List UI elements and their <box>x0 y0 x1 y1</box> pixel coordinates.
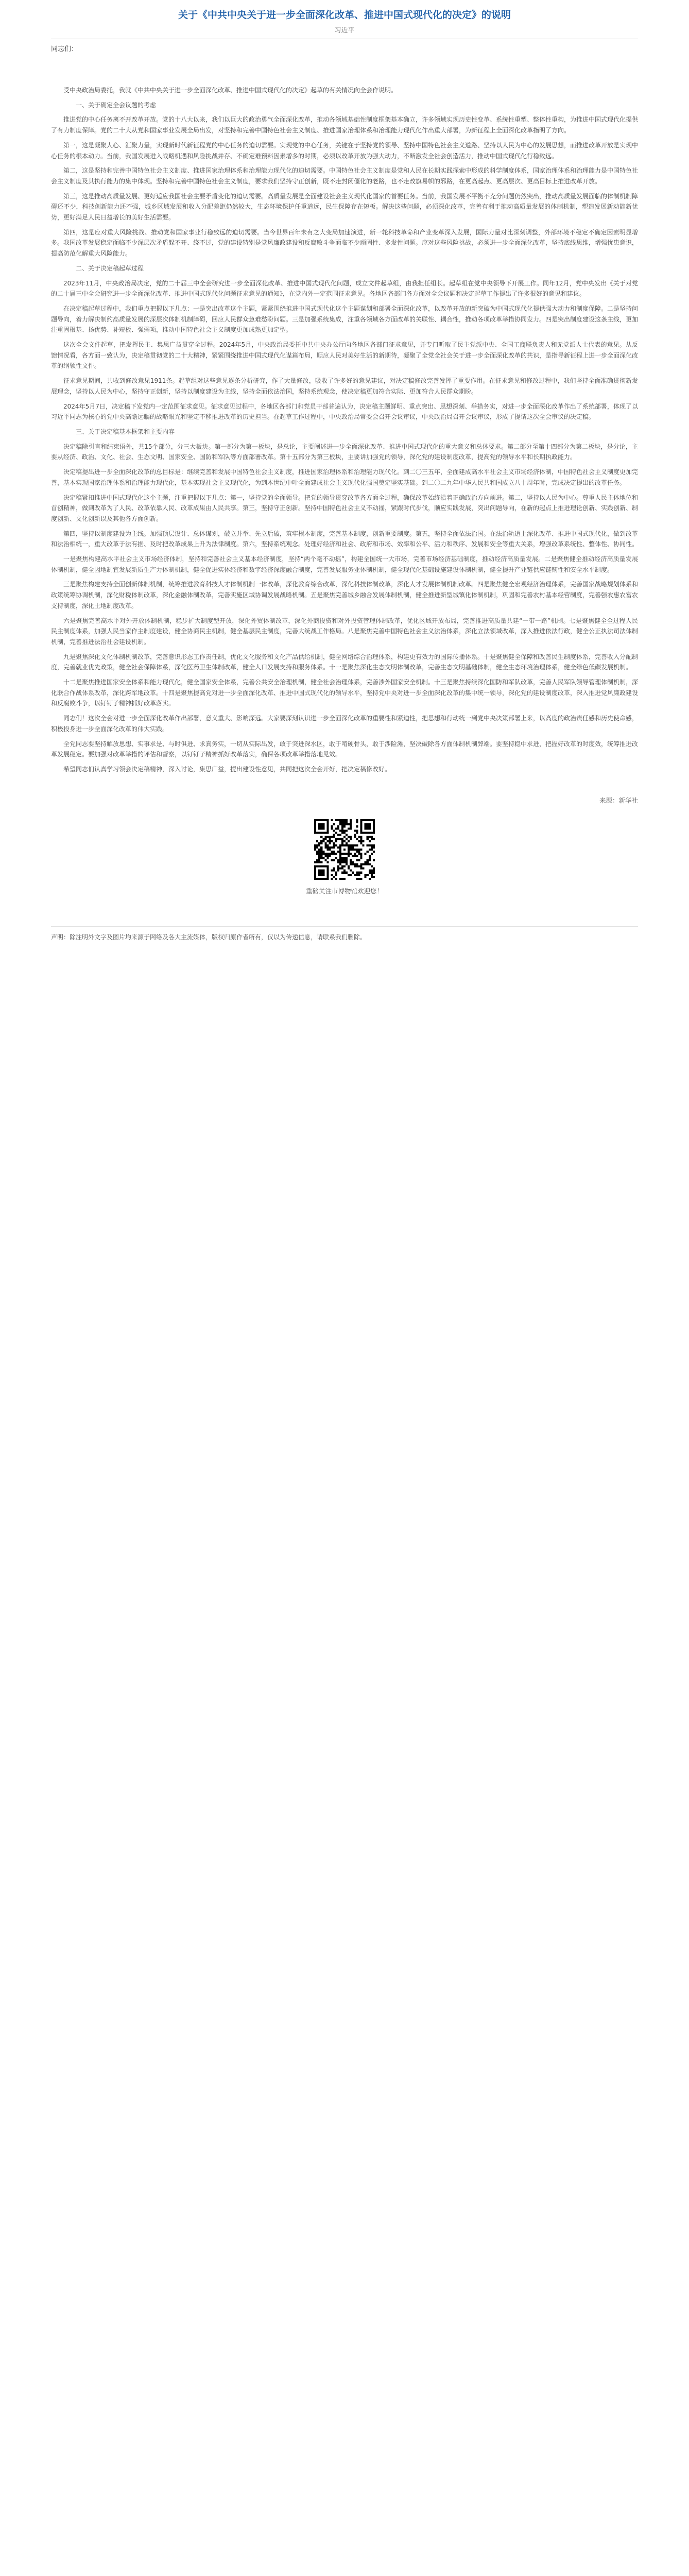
body-paragraph: 2024年5月7日，决定稿下发党内一定范围征求意见。征求意见过程中，各地区各部门和党员干部普遍认为，决定稿主题鲜明、重点突出、思想深刻、举措务实，对进一步全面深化改革作出了系统部署，体现了以习近平同志为核心的党中央高瞻远瞩的战略眼光和坚定不移推进改革的历史担当。在起草工作过程中，中央政治局常委会召开会议审议，中央政治局召开会议审议，形成了提请这次全会审议的决定稿。 <box>51 402 638 421</box>
body-paragraph: 二、关于决定稿起草过程 <box>76 264 144 272</box>
body-paragraph: 推进党的中心任务离不开改革开放。党的十八大以来，我们以巨大的政治勇气全面深化改革，推动各领域基础性制度框架基本确立，许多领域实现历史性变革、系统性重塑、整体性重构，为推进中国式现代化提供了有力制度保障。党的二十大从党和国家事业发展全局出发，对坚持和完善中国特色社会主义制度、推进国家治理体系和治理能力现代化作出重大部署，为新征程上全面深化改革指明了方向。 <box>51 116 639 134</box>
body-paragraph: 征求意见期间，共收到修改意见1911条。起草组对这些意见逐条分析研究，作了大量修改，吸收了许多好的意见建议，对决定稿修改完善发挥了重要作用。在征求意见和修改过程中，我们坚持全面准确贯彻新发展理念，坚持以人民为中心，坚持守正创新，坚持以制度建设为主线，坚持全面依法治国，坚持系统观念，使决定稿更加符合实际、更加符合人民群众期盼。 <box>51 377 638 395</box>
disclaimer: 声明：除注明外文字及图片均来源于网络及各大主流媒体，版权归原作者所有，仅以为传递信息，请联系我们删除。 <box>51 933 367 941</box>
body-paragraph: 2023年11月，中央政治局决定，党的二十届三中全会研究进一步全面深化改革、推进中国式现代化问题，成立文件起草组，由我担任组长。起草组在党中央领导下开展工作。同年12月，党中央发出《关于对党的二十届三中全会研究进一步全面深化改革、推进中国式现代化问题征求意见的通知》，在党内外一定范围征求意见。各地区各部门各方面对全会议题和决定起草工作提出了许多很好的意见和建议。 <box>51 279 638 298</box>
body-paragraph: 同志们！这次全会对进一步全面深化改革作出部署，意义重大、影响深远。大家要深刻认识进一步全面深化改革的重要性和紧迫性，把思想和行动统一到党中央决策部署上来，以高度的政治责任感和历史使命感，积极投身进一步全面深化改革的伟大实践。 <box>51 715 639 733</box>
body-paragraph: 第四，坚持以制度建设为主线。加强顶层设计、总体谋划，破立并举、先立后破，筑牢根本制度，完善基本制度，创新重要制度。第五，坚持全面依法治国。在法治轨道上深化改革、推进中国式现代化，做到改革和法治相统一，重大改革于法有据、及时把改革成果上升为法律制度。第六，坚持系统观念。处理好经济和社会、政府和市场、效率和公平、活力和秩序、发展和安全等重大关系，增强改革系统性、整体性、协同性。 <box>51 530 639 548</box>
body-paragraph: 一、关于确定全会议题的考虑 <box>76 101 157 109</box>
body-paragraph: 第二，这是坚持和完善中国特色社会主义制度、推进国家治理体系和治理能力现代化的迫切需要。中国特色社会主义制度是党和人民在长期实践探索中形成的科学制度体系，国家治理体系和治理能力是中国特色社会主义制度及其执行能力的集中体现。坚持和完善中国特色社会主义制度，要求我们坚持守正创新，既不走封闭僵化的老路，也不走改旗易帜的邪路，在更高起点、更高层次、更高目标上推进改革开放。 <box>51 167 639 185</box>
body-paragraph: 受中央政治局委托，我就《中共中央关于进一步全面深化改革、推进中国式现代化的决定》起草的有关情况向全会作说明。 <box>63 87 398 94</box>
qr-code-block <box>51 819 638 895</box>
body-paragraph: 这次全会文件起草，把发挥民主、集思广益贯穿全过程。2024年5月，中央政治局委托中共中央办公厅向各地区各部门征求意见，并专门听取了民主党派中央、全国工商联负责人和无党派人士代表的意见。从反馈情况看，各方面一致认为，决定稿贯彻党的二十大精神，紧紧围绕推进中国式现代化谋篇布局，顺应人民对美好生活的新期待，凝聚了全党全社会关于进一步全面深化改革的共识，是指导新征程上进一步全面深化改革的纲领性文件。 <box>51 341 639 370</box>
body-paragraph: 决定稿除引言和结束语外，共15个部分，分三大板块。第一部分为第一板块，是总论，主要阐述进一步全面深化改革、推进中国式现代化的重大意义和总体要求。第二部分至第十四部分为第二板块，是分论，主要从经济、政治、文化、社会、生态文明、国家安全、国防和军队等方面部署改革。第十五部分为第三板块，主要讲加强党的领导，深化党的建设制度改革，提高党的领导水平和长期执政能力。 <box>51 443 638 461</box>
body-paragraph: 全党同志要坚持解放思想、实事求是、与时俱进、求真务实，一切从实际出发，敢于突进深水区，敢于啃硬骨头，敢于涉险滩，坚决破除各方面体制机制弊端。要坚持稳中求进，把握好改革的时度效，统筹推进改革发展稳定。要加强对改革举措的评估和督察，以钉钉子精神抓好改革落实，确保各项改革举措落地见效。 <box>51 740 639 758</box>
body-paragraph: 第四，这是应对重大风险挑战、推动党和国家事业行稳致远的迫切需要。当今世界百年未有之大变局加速演进，新一轮科技革命和产业变革深入发展，国际力量对比深刻调整，外部环境不稳定不确定因素明显增多。我国改革发展稳定面临不少深层次矛盾躲不开、绕不过，党的建设特别是党风廉政建设和反腐败斗争面临不少顽固性、多发性问题。应对这些风险挑战，必须进一步全面深化改革，坚持底线思维，增强忧患意识，提高防范化解重大风险能力。 <box>51 228 639 258</box>
qr-code-icon <box>314 819 375 880</box>
article-title: 关于《中共中央关于进一步全面深化改革、推进中国式现代化的决定》的说明 <box>178 9 511 21</box>
body-paragraph: 六是聚焦完善高水平对外开放体制机制，稳步扩大制度型开放，深化外贸体制改革，深化外商投资和对外投资管理体制改革，优化区域开放布局，完善推进高质量共建“一带一路”机制。七是聚焦健全全过程人民民主制度体系，加强人民当家作主制度建设，健全协商民主机制，健全基层民主制度，完善大统战工作格局。八是聚焦完善中国特色社会主义法治体系，深化立法领域改革，深入推进依法行政，健全公正执法司法体制机制，完善推进法治社会建设机制。 <box>51 617 639 646</box>
article-source: 来源：新华社 <box>599 796 638 804</box>
body-paragraph: 希望同志们认真学习领会决定稿精神，深入讨论，集思广益，提出建设性意见，共同把这次全会开好，把决定稿修改好。 <box>63 765 391 773</box>
article <box>51 0 638 942</box>
body-paragraph: 三、关于决定稿基本框架和主要内容 <box>76 428 175 435</box>
body-paragraph: 三是聚焦构建支持全面创新体制机制，统筹推进教育科技人才体制机制一体改革，深化教育综合改革，深化科技体制改革，深化人才发展体制机制改革。四是聚焦健全宏观经济治理体系，完善国家战略规划体系和政策统筹协调机制，深化财税体制改革，深化金融体制改革，完善实施区域协调发展战略机制。五是聚焦完善城乡融合发展体制机制，健全推进新型城镇化体制机制，巩固和完善农村基本经营制度，完善强农惠农富农支持制度，深化土地制度改革。 <box>51 581 639 609</box>
article-salutation: 同志们： <box>51 45 78 53</box>
body-paragraph: 一是聚焦构建高水平社会主义市场经济体制，坚持和完善社会主义基本经济制度，坚持“两个毫不动摇”，构建全国统一大市场，完善市场经济基础制度，推动经济高质量发展。二是聚焦健全推动经济高质量发展体制机制，健全因地制宜发展新质生产力体制机制，健全促进实体经济和数字经济深度融合制度，完善发展服务业体制机制，健全现代化基础设施建设体制机制，健全提升产业链供应链韧性和安全水平制度。 <box>51 555 638 573</box>
body-paragraph: 在决定稿起草过程中，我们重点把握以下几点：一是突出改革这个主题，紧紧围绕推进中国式现代化这个主题谋划和部署全面深化改革，以改革开放的新突破为中国式现代化提供强大动力和制度保障。二是坚持问题导向，着力解决制约高质量发展的深层次体制机制障碍，回应人民群众急难愁盼问题。三是加强系统集成，注重各领域各方面改革的关联性、耦合性，推动各项改革举措协同发力。四是突出制度建设这条主线，更加注重固根基、扬优势、补短板、强弱项，推动中国特色社会主义制度更加成熟更加定型。 <box>51 304 639 334</box>
footer-divider <box>51 926 638 927</box>
article-body <box>51 85 638 775</box>
body-paragraph: 决定稿提出进一步全面深化改革的总目标是：继续完善和发展中国特色社会主义制度，推进国家治理体系和治理能力现代化。到二〇三五年，全面建成高水平社会主义市场经济体制，中国特色社会主义制度更加完善，基本实现国家治理体系和治理能力现代化，基本实现社会主义现代化，为到本世纪中叶全面建成社会主义现代化强国奠定坚实基础。到二〇二九年中华人民共和国成立八十周年时，完成决定提出的改革任务。 <box>51 468 639 486</box>
article-author: 习近平 <box>334 27 355 35</box>
body-paragraph: 第一，这是凝聚人心、汇聚力量，实现新时代新征程党的中心任务的迫切需要。实现党的中心任务，关键在于坚持党的领导、坚持中国特色社会主义道路、坚持以人民为中心的发展思想，而推进改革开放是实现中心任务的根本动力。当前，我国发展进入战略机遇和风险挑战并存、不确定难预料因素增多的时期，必须以改革开放为强大动力，不断激发全社会创造活力，推动中国式现代化行稳致远。 <box>51 141 639 160</box>
body-paragraph: 第三，这是推动高质量发展、更好适应我国社会主要矛盾变化的迫切需要。高质量发展是全面建设社会主义现代化国家的首要任务。当前，我国发展不平衡不充分问题仍然突出，推动高质量发展面临的体制机制障碍还不少，科技创新能力还不强，城乡区域发展和收入分配差距仍然较大，生态环境保护任重道远，民生保障存在短板。解决这些问题，必须深化改革，完善有利于推动高质量发展的体制机制，塑造发展新动能新优势，更好满足人民日益增长的美好生活需要。 <box>51 192 639 222</box>
body-paragraph: 九是聚焦深化文化体制机制改革，完善意识形态工作责任制，优化文化服务和文化产品供给机制，健全网络综合治理体系，构建更有效力的国际传播体系。十是聚焦健全保障和改善民生制度体系，完善收入分配制度，完善就业优先政策，健全社会保障体系，深化医药卫生体制改革，健全人口发展支持和服务体系。十一是聚焦深化生态文明体制改革，完善生态文明基础体制，健全生态环境治理体系，健全绿色低碳发展机制。 <box>51 653 639 671</box>
body-paragraph: 决定稿紧扣推进中国式现代化这个主题，注重把握以下几点：第一，坚持党的全面领导。把党的领导贯穿改革各方面全过程，确保改革始终沿着正确政治方向前进。第二，坚持以人民为中心。尊重人民主体地位和首创精神，做到改革为了人民、改革依靠人民、改革成果由人民共享。第三，坚持守正创新。坚持中国特色社会主义不动摇，紧跟时代步伐，顺应实践发展，突出问题导向，在新的起点上推进理论创新、实践创新、制度创新、文化创新以及其他各方面创新。 <box>51 494 639 522</box>
qr-caption: 重磅关注市博物馆欢迎您！ <box>305 887 383 895</box>
body-paragraph: 十二是聚焦推进国家安全体系和能力现代化，健全国家安全体系，完善公共安全治理机制，健全社会治理体系，完善涉外国家安全机制。十三是聚焦持续深化国防和军队改革，完善人民军队领导管理体制机制，深化联合作战体系改革，深化跨军地改革。十四是聚焦提高党对进一步全面深化改革、推进中国式现代化的领导水平，坚持党中央对进一步全面深化改革的集中统一领导，深化党的建设制度改革，深入推进党风廉政建设和反腐败斗争，以钉钉子精神抓好改革落实。 <box>51 679 639 707</box>
